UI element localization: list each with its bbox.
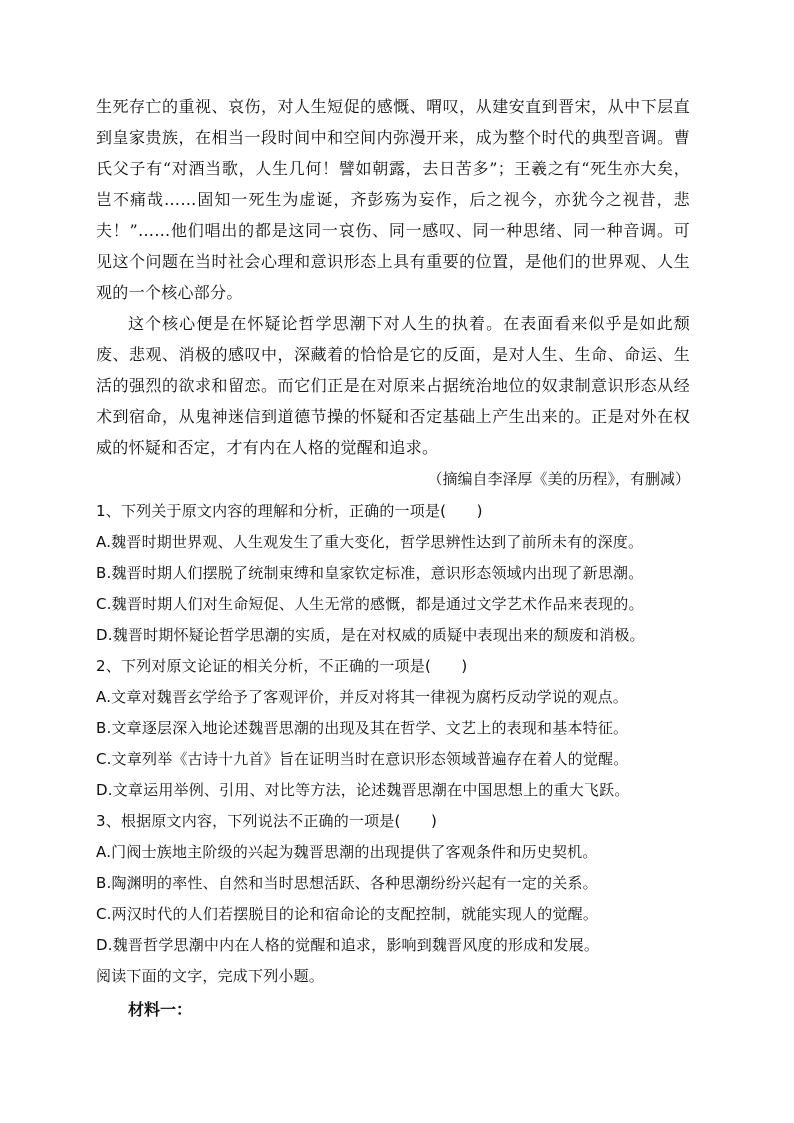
question-3-stem: 3、根据原文内容，下列说法不正确的一项是( )	[96, 812, 438, 830]
question-2-option-d: D.文章运用举例、引用、对比等方法，论述魏晋思潮在中国思想上的重大飞跃。	[96, 781, 630, 799]
reading-passage	[96, 91, 690, 463]
passage-paragraph-2: 这个核心便是在怀疑论哲学思潮下对人生的执着。在表面看来似乎是如此颓废、悲观、消极的感叹中，深藏着的恰恰是它的反面，是对人生、生命、命运、生活的强烈的欲求和留恋。而它们正是在对原来占据统治地位的奴隶制意识形态从经术到宿命，从鬼神迷信到道德节操的怀疑和否定基础上产生出来的。正是对外在权威的怀疑和否定，才有内在人格的觉醒和追求。	[96, 314, 690, 457]
question-2-option-a: A.文章对魏晋玄学给予了客观评价，并反对将其一律视为腐朽反动学说的观点。	[96, 688, 628, 706]
question-2-option-b: B.文章逐层深入地论述魏晋思潮的出现及其在哲学、文艺上的表现和基本特征。	[96, 719, 629, 737]
question-1-option-d: D.魏晋时期怀疑论哲学思潮的实质，是在对权威的质疑中表现出来的颓废和消极。	[96, 626, 645, 644]
question-2-stem: 2、下列对原文论证的相关分析，不正确的一项是( )	[96, 657, 468, 675]
question-1-option-a: A.魏晋时期世界观、人生观发生了重大变化，哲学思辨性达到了前所未有的深度。	[96, 533, 644, 551]
question-1-stem: 1、下列关于原文内容的理解和分析，正确的一项是( )	[96, 502, 483, 520]
material-label: 材料一：	[128, 1000, 193, 1019]
question-3-option-d: D.魏晋哲学思潮中内在人格的觉醒和追求，影响到魏晋风度的形成和发展。	[96, 936, 600, 954]
reading-instruction: 阅读下面的文字，完成下列小题。	[96, 967, 325, 985]
question-3-option-a: A.门阀士族地主阶级的兴起为魏晋思潮的出现提供了客观条件和历史契机。	[96, 843, 598, 861]
passage-paragraph-1: 生死存亡的重视、哀伤，对人生短促的感慨、喟叹，从建安直到晋宋，从中下层直到皇家贵族，在相当一段时间中和空间内弥漫开来，成为整个时代的典型音调。曹氏父子有“对酒当歌，人生几何！譬如朝露，去日苦多”；王羲之有“死生亦大矣，岂不痛哉……固知一死生为虚诞，齐彭殇为妄作，后之视今，亦犹今之视昔，悲夫！”……他们唱出的都是这同一哀伤、同一感叹、同一种思绪、同一种音调。可见这个问题在当时社会心理和意识形态上具有重要的位置，是他们的世界观、人生观的一个核心部分。	[96, 97, 690, 302]
question-3-option-b: B.陶渊明的率性、自然和当时思想活跃、各种思潮纷纷兴起有一定的关系。	[96, 874, 598, 892]
question-2-option-c: C.文章列举《古诗十九首》旨在证明当时在意识形态领域普遍存在着人的觉醒。	[96, 750, 629, 768]
question-1-option-c: C.魏晋时期人们对生命短促、人生无常的感慨，都是通过文学艺术作品来表现的。	[96, 595, 644, 613]
question-section	[96, 496, 716, 992]
question-1-option-b: B.魏晋时期人们摆脱了统制束缚和皇家钦定标准，意识形态领域内出现了新思潮。	[96, 564, 644, 582]
question-3-option-c: C.两汉时代的人们若摆脱目的论和宿命论的支配控制，就能实现人的觉醒。	[96, 905, 599, 923]
passage-source: （摘编自李泽厚《美的历程》，有删减）	[427, 470, 690, 488]
